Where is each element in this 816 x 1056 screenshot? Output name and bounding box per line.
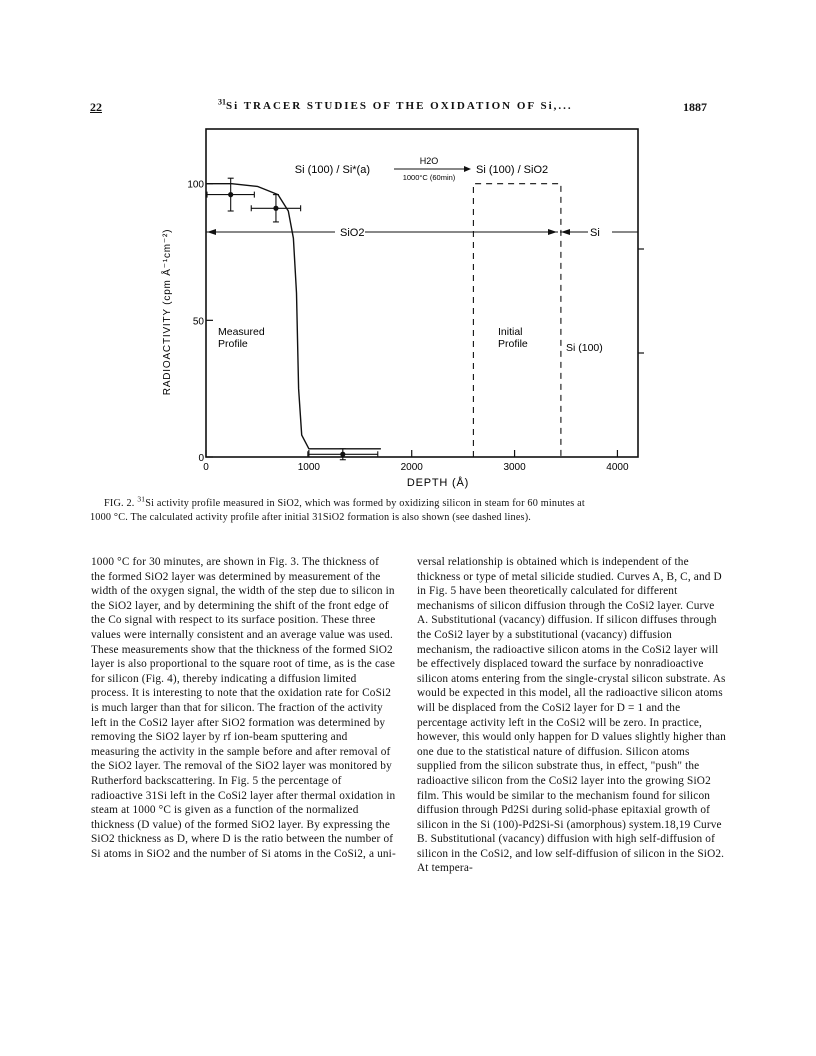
label-initial-profile: Profile — [498, 338, 528, 350]
figure-plot — [150, 122, 650, 492]
y-tick-label-50: 50 — [192, 316, 204, 328]
data-point-2 — [340, 452, 345, 457]
y-tick-label-100: 100 — [187, 179, 204, 191]
y-axis-label: RADIOACTIVITY (cpm Å⁻¹cm⁻²) — [162, 228, 173, 396]
figure-caption — [90, 494, 726, 525]
title-text: Si TRACER STUDIES OF THE OXIDATION OF Si,... — [226, 100, 573, 112]
x-tick-label-4000: 4000 — [606, 462, 629, 473]
measured-profile-curve — [206, 184, 381, 449]
data-point-1 — [273, 206, 278, 211]
label-si-region: Si — [590, 227, 600, 239]
page-number: 22 — [90, 100, 102, 114]
x-tick-label-1000: 1000 — [297, 462, 320, 473]
x-axis-label: DEPTH (Å) — [406, 477, 470, 489]
error-bar-points — [207, 178, 378, 460]
caption-prefix: FIG. 2. — [104, 498, 135, 509]
x-tick-label-0: 0 — [203, 462, 209, 473]
data-point-0 — [228, 192, 233, 197]
initial-profile-dashed — [473, 184, 561, 457]
x-tick-label-3000: 3000 — [503, 462, 526, 473]
running-title — [218, 97, 573, 112]
label-measured-profile: Profile — [218, 338, 248, 350]
reaction-right: Si (100) / SiO2 — [476, 164, 549, 176]
title-isotope: 31 — [218, 97, 226, 107]
caption-line1-text: Si activity profile measured in SiO2, which was formed by oxidizing silicon in steam for 60 minutes at — [145, 498, 585, 509]
reaction-condition: 1000°C (60min) — [402, 173, 456, 182]
label-sio2-region: SiO2 — [340, 227, 365, 239]
body-left-column: 1000 °C for 30 minutes, are shown in Fig. 3. The thickness of the formed SiO2 layer was determined by measurement of the width of the oxygen signal, the width of the step due to silicon in the SiO2 layer, and by determining the shift of the front edge of the Co signal with respect to its surface position. These three values were internally consistent and an average value was used. These measurements show that the thickness of the formed SiO2 layer is also proportional to the square root of time, as is the case for silicon (Fig. 4), thereby indicating a diffusion limited process. It is interesting to note that the oxidation rate for CoSi2 is much larger than that for silicon. The fraction of the activity left in the CoSi2 layer after SiO2 formation was determined by removing the SiO2 layer by rf ion-beam sputtering and measuring the activity in the sample before and after removal of the SiO2 layer. The removal of the SiO2 layer was monitored by Rutherford backscattering. In Fig. 5 the percentage of radioactive 31Si left in the CoSi2 layer after thermal oxidation in steam at 1000 °C is given as a function of the normalized thickness (D value) of the formed SiO2 layer. By expressing the SiO2 thickness as D, where D is the ratio between the number of Si atoms in SiO2 and the number of Si atoms in the CoSi2, a uni- — [91, 556, 396, 860]
series-layer — [206, 184, 561, 457]
label-measured: Measured — [218, 326, 265, 338]
issue-number: 1887 — [683, 100, 707, 114]
y-axis-ticks — [187, 180, 213, 464]
caption-line-2: 1000 °C. The calculated activity profile after initial 31SiO2 formation is also shown (see dashed lines). — [90, 512, 532, 523]
y-tick-label-0: 0 — [198, 453, 204, 464]
x-axis-ticks — [203, 450, 629, 473]
reaction-reagent: H2O — [419, 156, 439, 166]
reaction-left: Si (100) / Si*(a) — [294, 164, 370, 176]
x-tick-label-2000: 2000 — [400, 462, 423, 473]
label-initial: Initial — [498, 326, 523, 338]
body-right-column: versal relationship is obtained which is independent of the thickness or type of metal silicide studied. Curves A, B, C, and D in Fig. 5 have been theoretically calculated for different mechanisms of silicon diffusion through the CoSi2 layer. Curve A. Substitutional (vacancy) diffusion. If silicon diffuses through the CoSi2 layer by a substitutional (vacancy) diffusion mechanism, the radioactive silicon atoms in the CoSi2 layer will be effectively displaced toward the surface by nonradioactive silicon atoms entering from the single-crystal silicon substrate. As would be expected in this model, all the radioactive silicon atoms will be displaced from the CoSi2 layer for D = 1 and the percentage activity left in the CoSi2 will be zero. In practice, however, this would only happen for D values slightly higher than one due to the statistical nature of diffusion. Silicon atoms supplied from the silicon substrate thus, in effect, "push" the radioactive silicon from the CoSi2 layer into the growing SiO2 film. This would be similar to the mechanism found for silicon diffusion through Pd2Si during solid-phase epitaxial growth of silicon in the Si (100)-Pd2Si-Si (amorphous) system.18,19 Curve B. Substitutional (vacancy) diffusion with high self-diffusion of silicon in the CoSi2, and low self-diffusion of silicon in the SiO2. At tempera- — [417, 556, 726, 875]
caption-line-1: FIG. 2. $^{31}$Si activity profile measured in SiO2, which was formed by oxidizing silicon in steam for 60 minutes at — [90, 497, 726, 511]
label-si100: Si (100) — [566, 342, 603, 354]
